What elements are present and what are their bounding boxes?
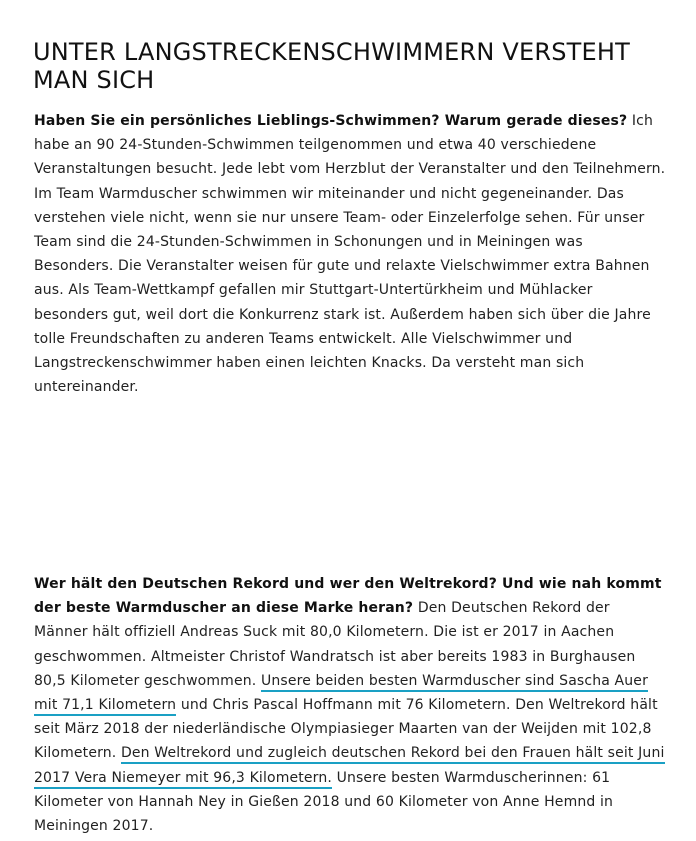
answer-records-text-2: und Chris Pascal Hoffmann mit 76 Kilometern. Den Weltrekord hält seit März 2018 der niederländische Olympiasieger Maarten van der Weijden mit 102,8 Kilometern. — [34, 697, 658, 762]
highlight-link-women-record[interactable]: Den Weltrekord und zugleich deutschen Rekord bei den Frauen hält seit Juni 2017 Vera Niemeyer mit 96,3 Kilometern. — [34, 745, 665, 788]
qa-paragraph-records — [34, 572, 666, 838]
question-records: Wer hält den Deutschen Rekord und wer den Weltrekord? Und wie nah kommt der beste Warmduscher an diese Marke heran? — [34, 576, 662, 617]
answer-records-text-1: Den Deutschen Rekord der Männer hält offiziell Andreas Suck mit 80,0 Kilometern. Die ist er 2017 in Aachen geschwommen. Altmeister Christof Wandratsch ist aber bereits 1983 in Burghausen 80,5 Kilometer geschwommen. — [34, 600, 636, 689]
question-favorite-swim: Haben Sie ein persönliches Lieblings-Schwimmen? Warum gerade dieses? — [34, 113, 628, 129]
qa-paragraph-favorite-swim — [34, 109, 666, 399]
article-heading: UNTER LANGSTRECKENSCHWIMMERN VERSTEHT MAN SICH — [33, 38, 630, 94]
answer-favorite-swim: Ich habe an 90 24-Stunden-Schwimmen teilgenommen und etwa 40 verschiedene Veranstaltungen besucht. Jede lebt vom Herzblut der Veranstalter und den Teilnehmern. Im Team Warmduscher schwimmen wir miteinander und nicht gegeneinander. Das verstehen viele nicht, wenn sie nur unsere Team- oder Einzelerfolge sehen. Für unser Team sind die 24-Stunden-Schwimmen in Schonungen und in Meiningen was Besonders. Die Veranstalter weisen für gute und relaxte Vielschwimmer extra Bahnen aus. Als Team-Wettkampf gefallen mir Stuttgart-Untertürkheim und Mühlacker besonders gut, weil dort die Konkurrenz stark ist. Außerdem haben sich über die Jahre tolle Freundschaften zu anderen Teams entwickelt. Alle Vielschwimmer und Langstreckenschwimmer haben einen leichten Knacks. Da versteht man sich untereinander. — [34, 113, 666, 396]
answer-records-text-3: Unsere besten Warmduscherinnen: 61 Kilometer von Hannah Ney in Gießen 2018 und 60 Kilometer von Anne Hemnd in Meiningen 2017. — [34, 769, 614, 835]
highlight-link-best-warmduscher[interactable]: Unsere beiden besten Warmduscher sind Sascha Auer mit 71,1 Kilometern — [34, 673, 648, 716]
